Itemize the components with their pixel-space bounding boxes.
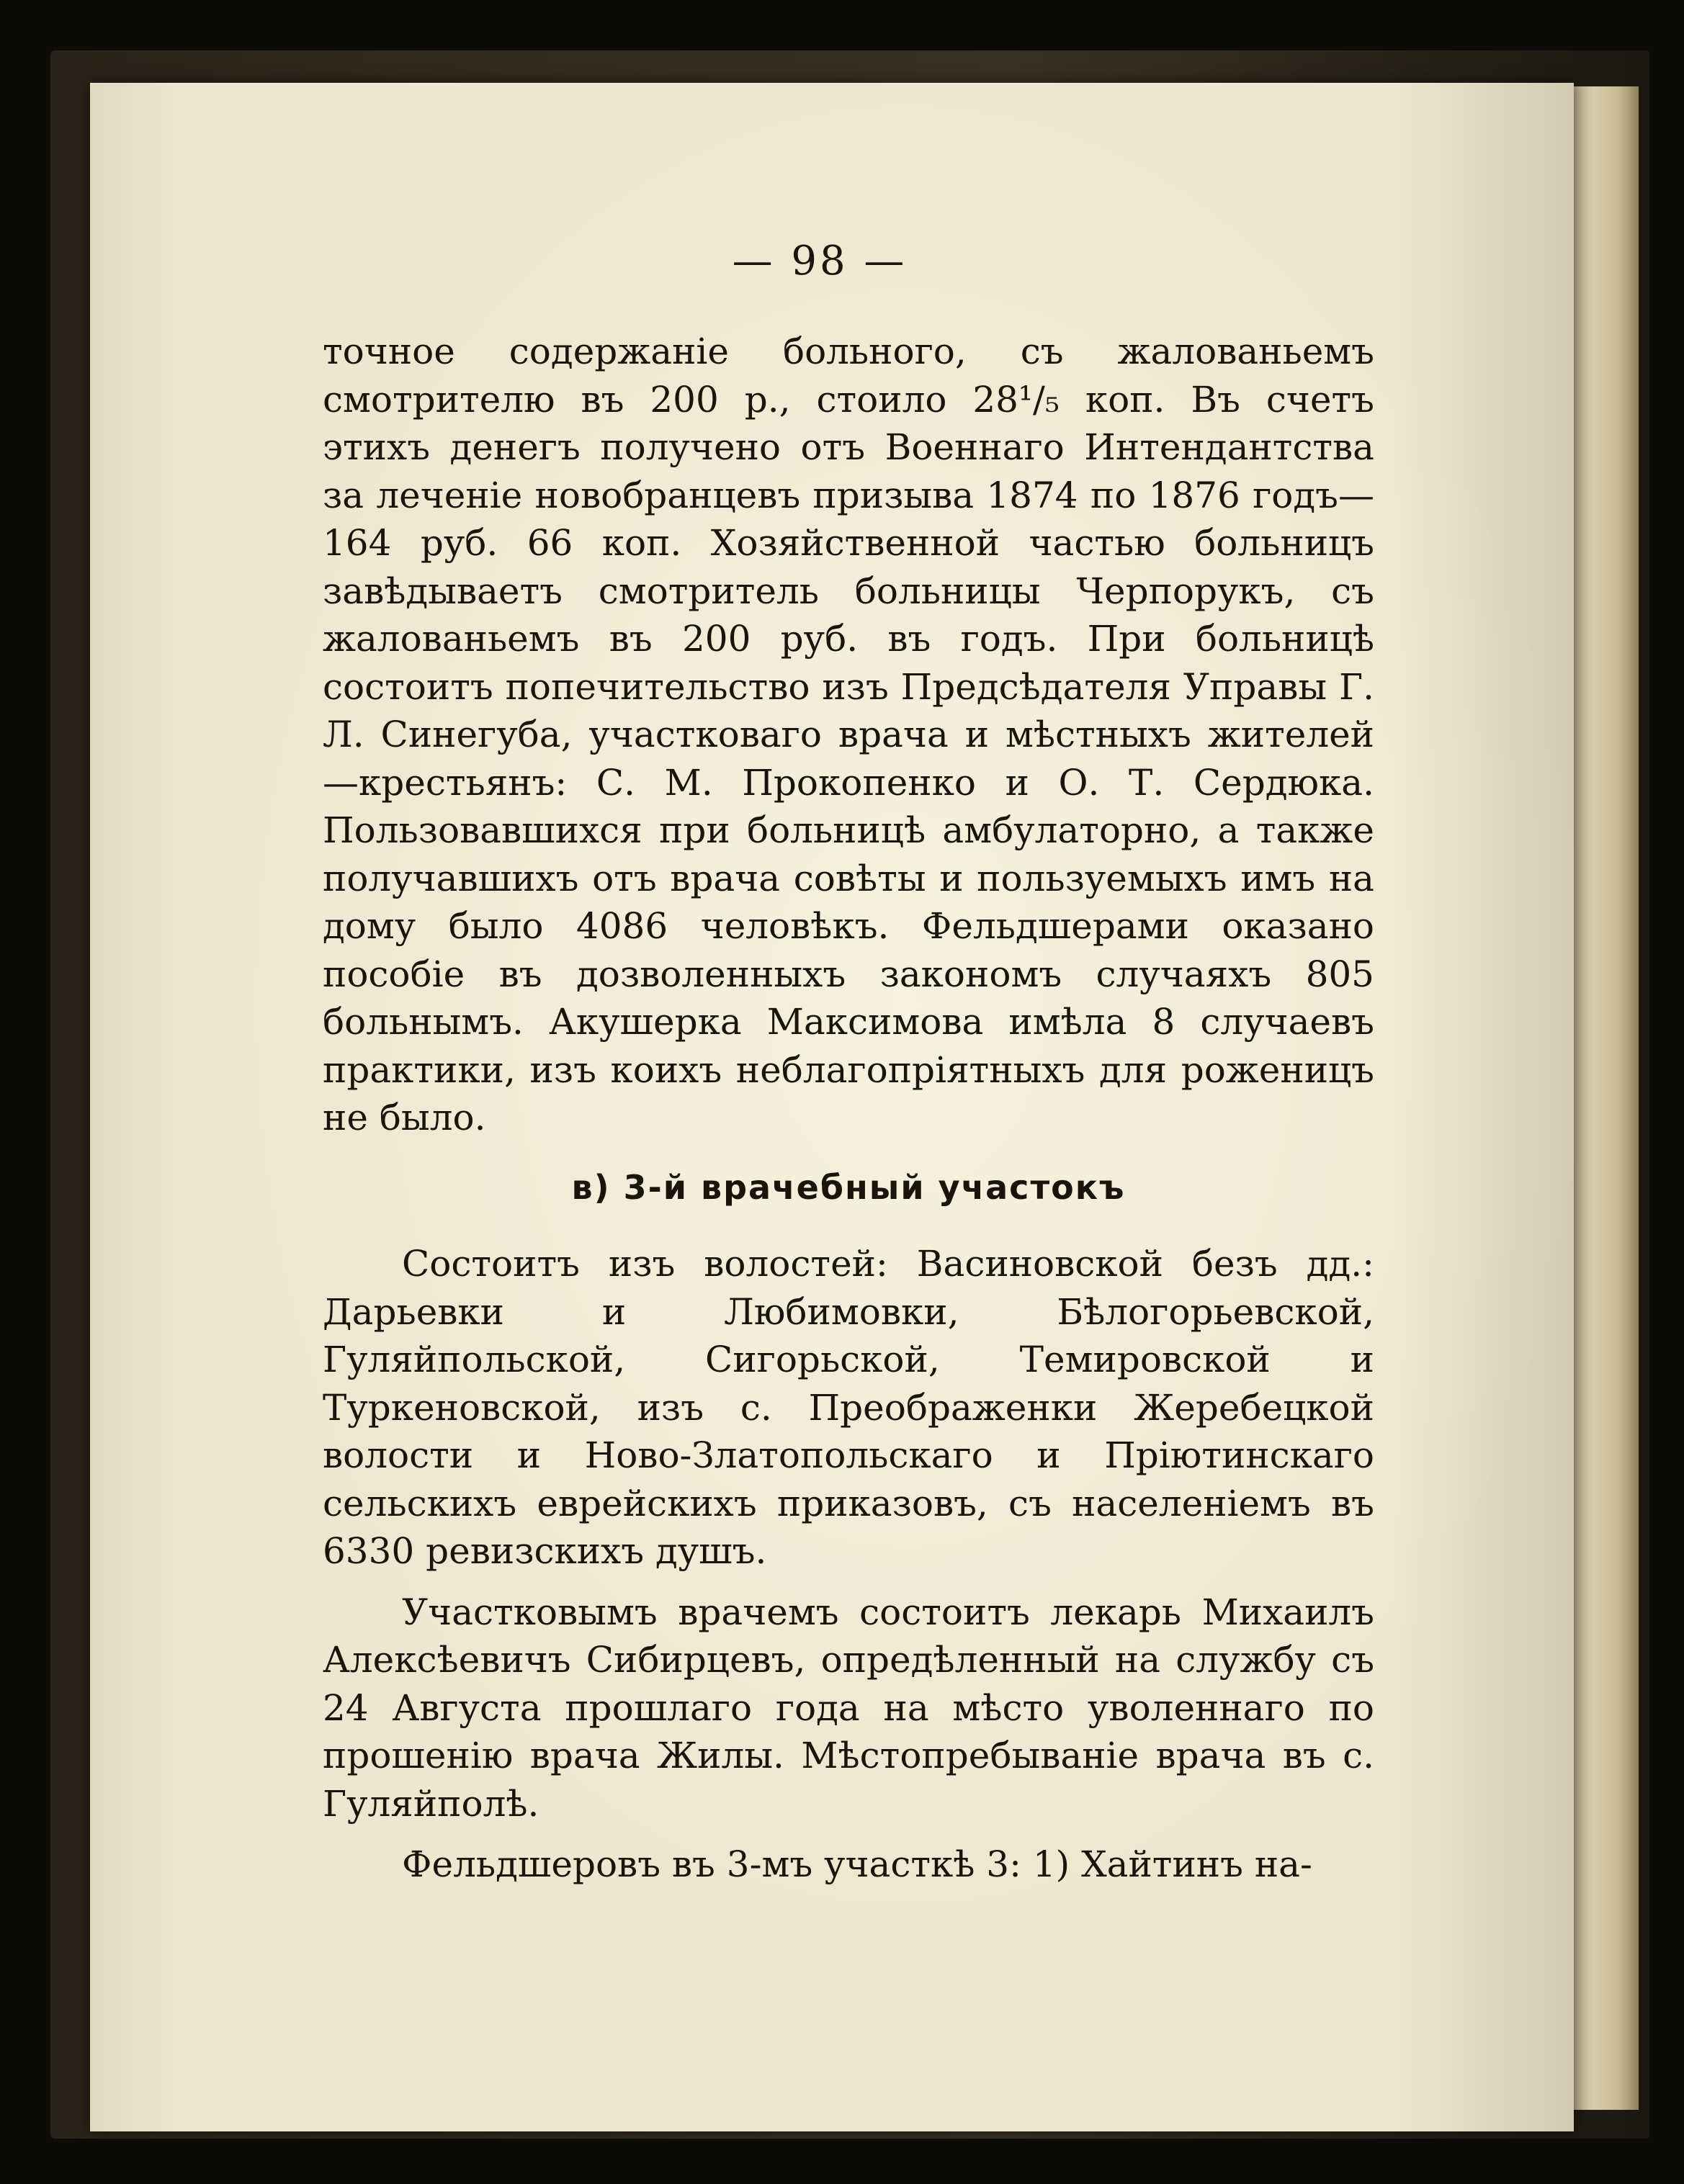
paragraph-feldshers: Фельдшеровъ въ 3-мъ участкѣ 3: 1) Хайтинъ на-: [402, 1843, 1312, 1885]
section-heading: в) 3-й врачебный участокъ: [571, 1167, 1126, 1207]
page-number: — 98 —: [732, 238, 908, 284]
continued-paragraph: точное содержаніе больного, съ жалованьемъ смотрителю въ 200 р., стоило 28¹/₅ коп. Въ счетъ этихъ денегъ получено отъ Военнаго Интендантства за леченіе новобранцевъ призыва 1874 по 1876 годъ—164 руб. 66 коп. Хозяйственной частью больницъ завѣдываетъ смотритель больницы Черпорукъ, съ жалованьемъ въ 200 руб. въ годъ. При больницѣ состоитъ попечительство изъ Предсѣдателя Управы Г. Л. Синегуба, участковаго врача и мѣстныхъ жителей—крестьянъ: С. М. Прокопенко и О. Т. Сердюка. Пользовавшихся при больницѣ амбулаторно, а также получавшихъ отъ врача совѣты и пользуемыхъ имъ на дому было 4086 человѣкъ. Фельдшерами оказано пособіе въ дозволенныхъ закономъ случаяхъ 805 больнымъ. Акушерка Максимова имѣла 8 случаевъ практики, изъ коихъ неблагопріятныхъ для роженицъ не было.: [323, 331, 1374, 1138]
adjacent-page-edge: [1574, 86, 1639, 2110]
paragraph-district-composition: Состоитъ изъ волостей: Васиновской безъ дд.: Дарьевки и Любимовки, Бѣлогорьевской, Гуляйпольской, Сигорьской, Темировской и Туркеновской, изъ с. Преображенки Жеребецкой волости и Ново-Златопольскаго и Пріютинскаго сельскихъ еврейскихъ приказовъ, съ населеніемъ въ 6330 ревизскихъ душъ.: [323, 1243, 1374, 1572]
page-body: [323, 234, 1374, 1889]
paragraph-district-doctor: Участковымъ врачемъ состоитъ лекарь Михаилъ Алексѣевичъ Сибирцевъ, опредѣленный на службу съ 24 Августа прошлаго года на мѣсто уволеннаго по прошенію врача Жилы. Мѣстопребываніе врача въ с. Гуляйполѣ.: [323, 1591, 1374, 1825]
